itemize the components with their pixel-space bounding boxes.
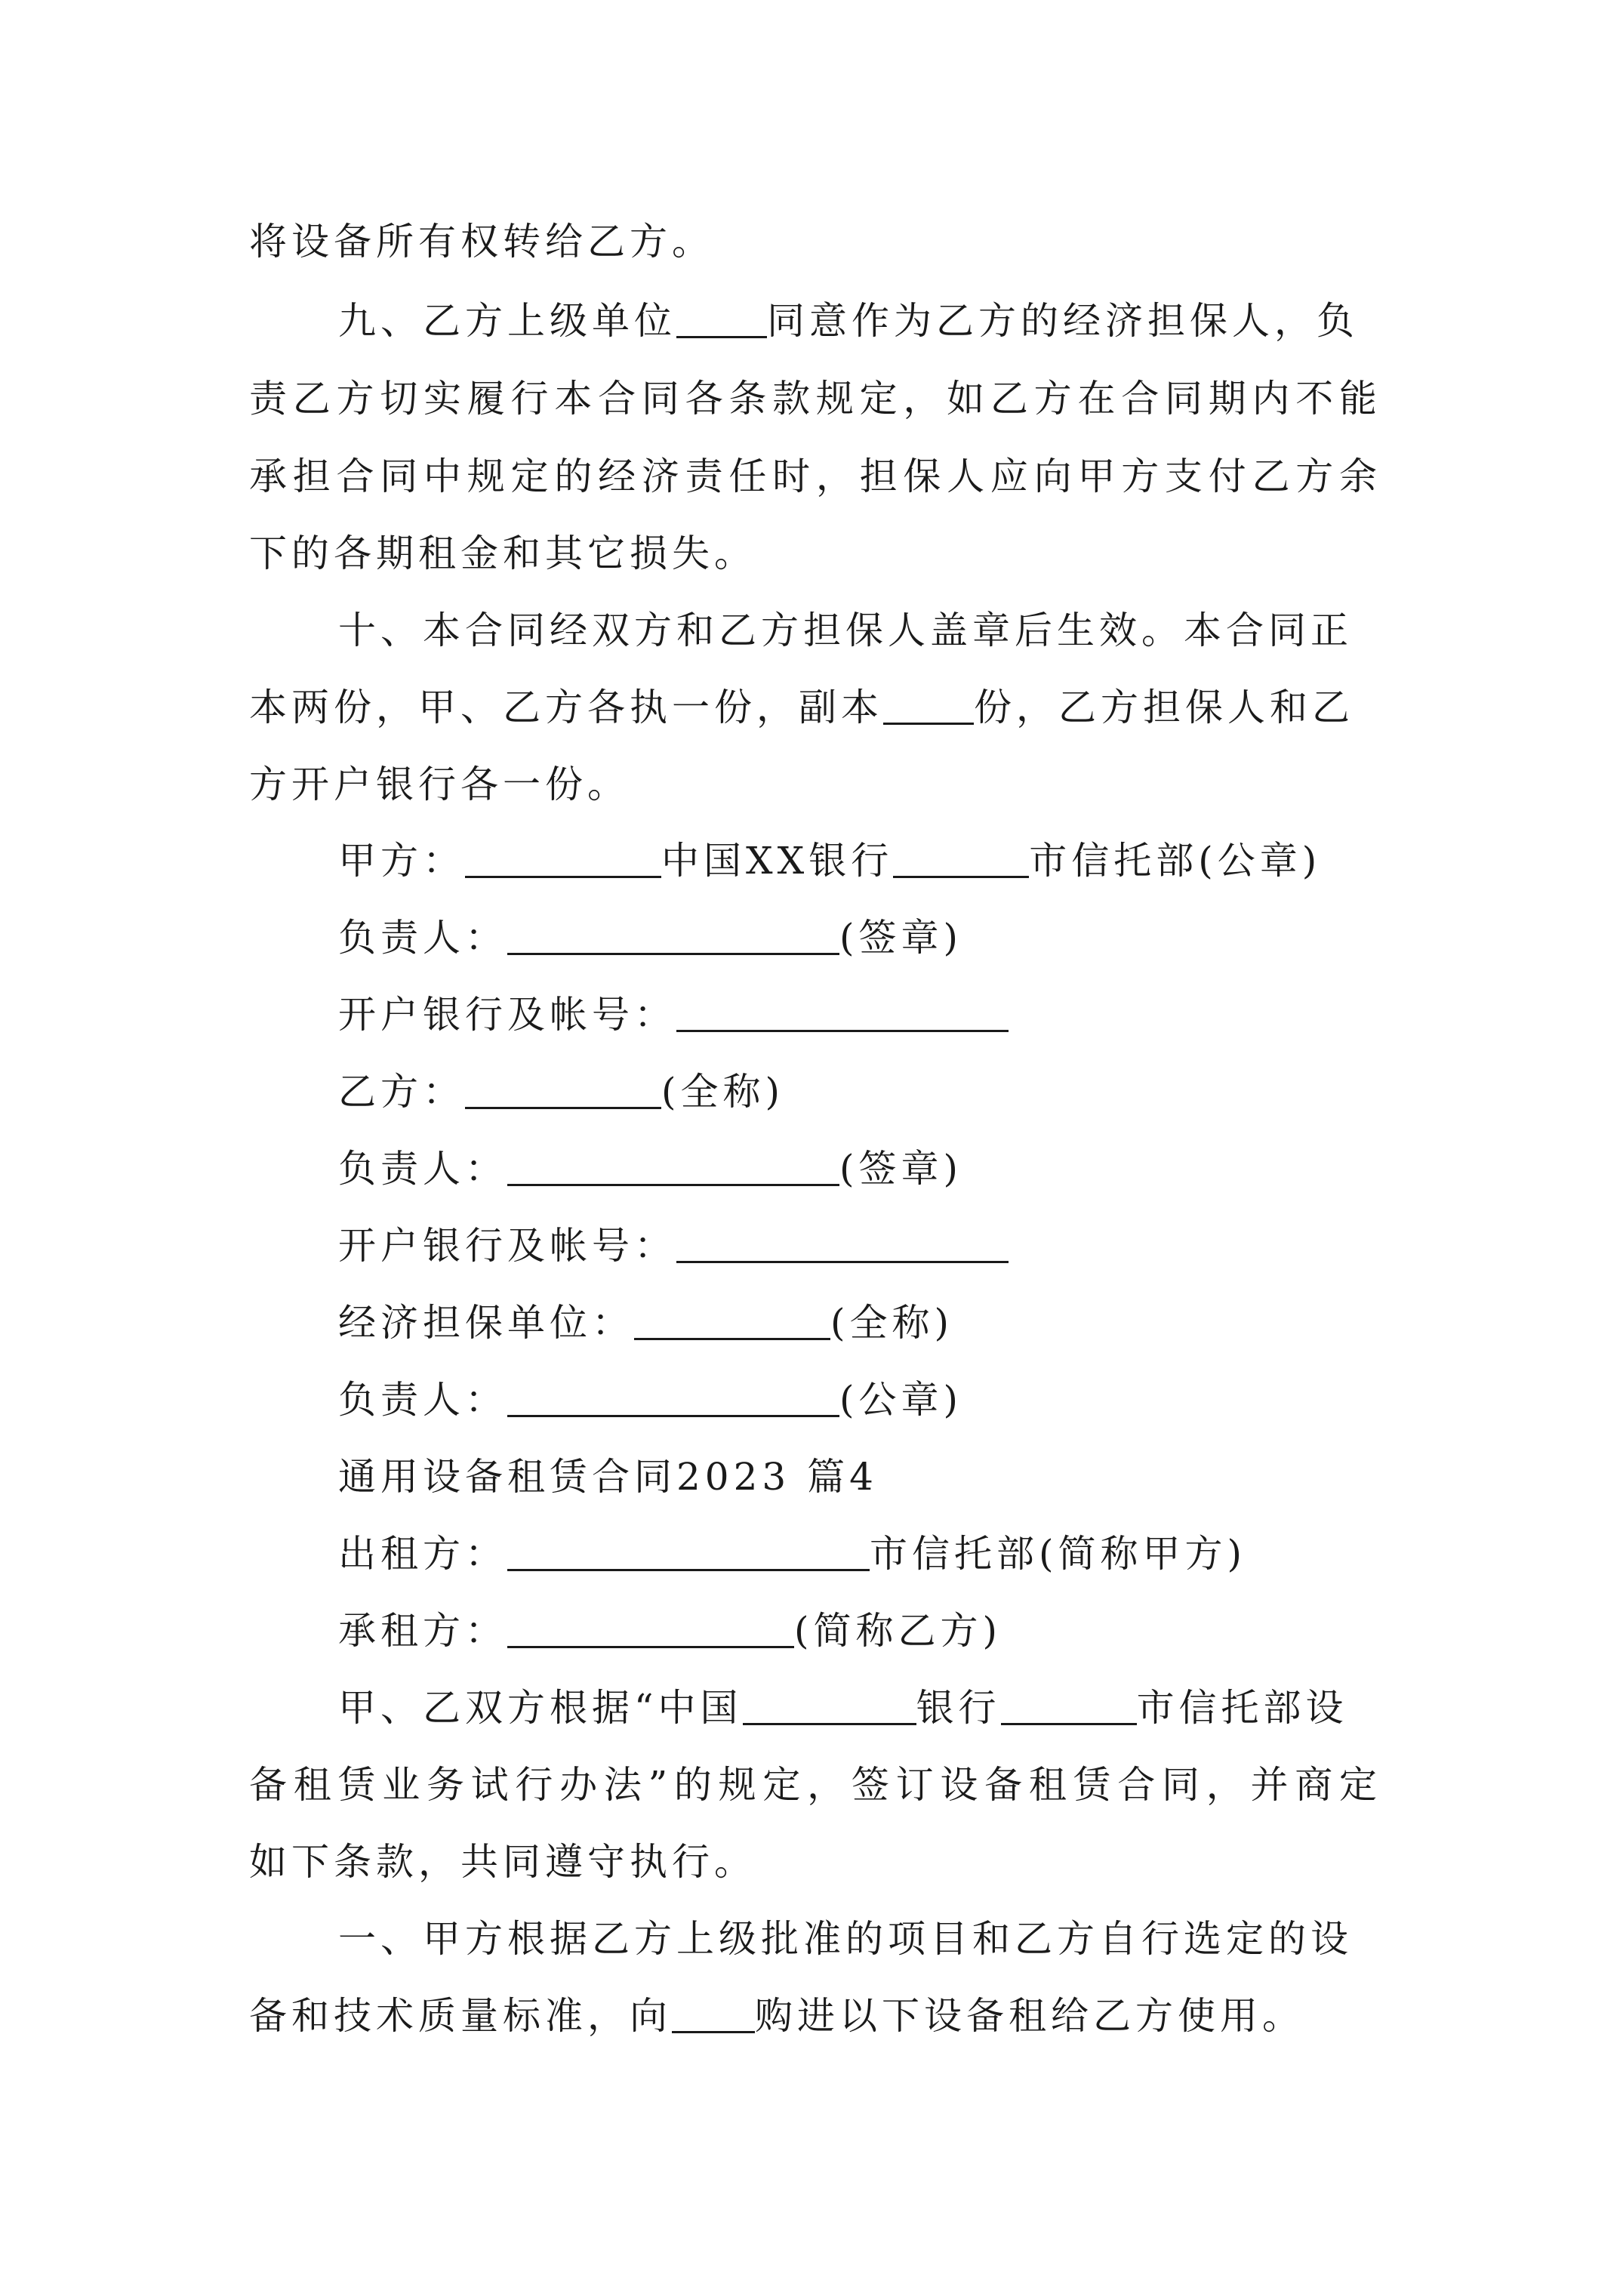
lessor-line bbox=[338, 1532, 1247, 1576]
blank-field[interactable] bbox=[676, 303, 767, 338]
blank-field[interactable] bbox=[893, 843, 1029, 878]
text-span: 九、乙方上级单位 bbox=[338, 299, 676, 343]
leader-label: 负责人： bbox=[338, 1147, 507, 1191]
text-line: 十、本合同经双方和乙方担保人盖章后生效。本合同正 bbox=[338, 609, 1353, 652]
section-title: 通用设备租赁合同2023 篇4 bbox=[338, 1455, 878, 1499]
text-span: 银行 bbox=[916, 1686, 1001, 1730]
blank-field[interactable] bbox=[465, 843, 661, 878]
text-line: 下的各期租金和其它损失。 bbox=[249, 532, 756, 575]
party-a-label: 甲方： bbox=[338, 839, 465, 883]
blank-field[interactable] bbox=[883, 689, 974, 725]
blank-field[interactable] bbox=[507, 1613, 794, 1648]
lessor-label: 出租方： bbox=[338, 1532, 507, 1576]
text-line: 承担合同中规定的经济责任时，担保人应向甲方支付乙方余 bbox=[249, 455, 1381, 498]
text-span: 备和技术质量标准，向 bbox=[249, 1994, 672, 2038]
guarantor-leader-line bbox=[338, 1378, 963, 1422]
clause-ten-line bbox=[249, 686, 1354, 729]
text-line: 一、甲方根据乙方上级批准的项目和乙方自行选定的设 bbox=[338, 1917, 1353, 1961]
bank-account-label: 开户银行及帐号： bbox=[338, 1224, 676, 1268]
text-span: 市信托部设 bbox=[1136, 1686, 1348, 1730]
party-a-line bbox=[338, 839, 1322, 883]
guarantor-line bbox=[338, 1301, 954, 1345]
sign-suffix: (签章) bbox=[839, 1147, 963, 1191]
full-name-suffix: (全称) bbox=[661, 1070, 785, 1114]
party-a-bank-line bbox=[338, 993, 1009, 1037]
clause-nine-line bbox=[338, 299, 1359, 343]
text-span: 同意作为乙方的经济担保人，负 bbox=[767, 299, 1359, 343]
seal-suffix: (公章) bbox=[839, 1378, 963, 1422]
text-line: 方开户银行各一份。 bbox=[249, 763, 630, 806]
party-b-line bbox=[338, 1070, 785, 1114]
blank-field[interactable] bbox=[507, 1151, 839, 1186]
text-line: 责乙方切实履行本合同各条款规定，如乙方在合同期内不能 bbox=[249, 377, 1381, 421]
text-span: 本两份，甲、乙方各执一份，副本 bbox=[249, 686, 883, 729]
full-name-suffix: (全称) bbox=[830, 1301, 954, 1345]
sign-suffix: (签章) bbox=[839, 916, 963, 960]
text-line: 备租赁业务试行办法”的规定，签订设备租赁合同，并商定 bbox=[249, 1763, 1381, 1807]
party-a-bank: 中国XX银行 bbox=[661, 839, 894, 883]
blank-field[interactable] bbox=[1001, 1690, 1137, 1725]
blank-field[interactable] bbox=[676, 997, 1009, 1032]
text-span: 购进以下设备租给乙方使用。 bbox=[755, 1994, 1304, 2038]
blank-field[interactable] bbox=[634, 1305, 830, 1340]
bank-account-label: 开户银行及帐号： bbox=[338, 993, 676, 1037]
blank-field[interactable] bbox=[507, 1382, 839, 1417]
lessee-line bbox=[338, 1609, 1002, 1653]
lessee-suffix: (简称乙方) bbox=[794, 1609, 1002, 1653]
party-a-leader-line bbox=[338, 916, 963, 960]
text-line: 将设备所有权转给乙方。 bbox=[249, 220, 714, 264]
blank-field[interactable] bbox=[676, 1228, 1009, 1263]
party-b-leader-line bbox=[338, 1147, 963, 1191]
leader-label: 负责人： bbox=[338, 916, 507, 960]
guarantor-label: 经济担保单位： bbox=[338, 1301, 634, 1345]
blank-field[interactable] bbox=[465, 1074, 661, 1109]
lessor-suffix: 市信托部(简称甲方) bbox=[870, 1532, 1247, 1576]
basis-line-1 bbox=[338, 1686, 1348, 1730]
leader-label: 负责人： bbox=[338, 1378, 507, 1422]
lessee-label: 承租方： bbox=[338, 1609, 507, 1653]
text-line: 如下条款，共同遵守执行。 bbox=[249, 1840, 756, 1884]
para-one-line-2 bbox=[249, 1994, 1304, 2038]
party-b-label: 乙方： bbox=[338, 1070, 465, 1114]
blank-field[interactable] bbox=[672, 1998, 755, 2033]
text-span: 甲、乙双方根据“中国 bbox=[338, 1686, 743, 1730]
party-b-bank-line bbox=[338, 1224, 1009, 1268]
blank-field[interactable] bbox=[743, 1690, 916, 1725]
blank-field[interactable] bbox=[507, 1536, 870, 1571]
blank-field[interactable] bbox=[507, 920, 839, 955]
party-a-suffix: 市信托部(公章) bbox=[1029, 839, 1322, 883]
text-span: 份，乙方担保人和乙 bbox=[974, 686, 1354, 729]
